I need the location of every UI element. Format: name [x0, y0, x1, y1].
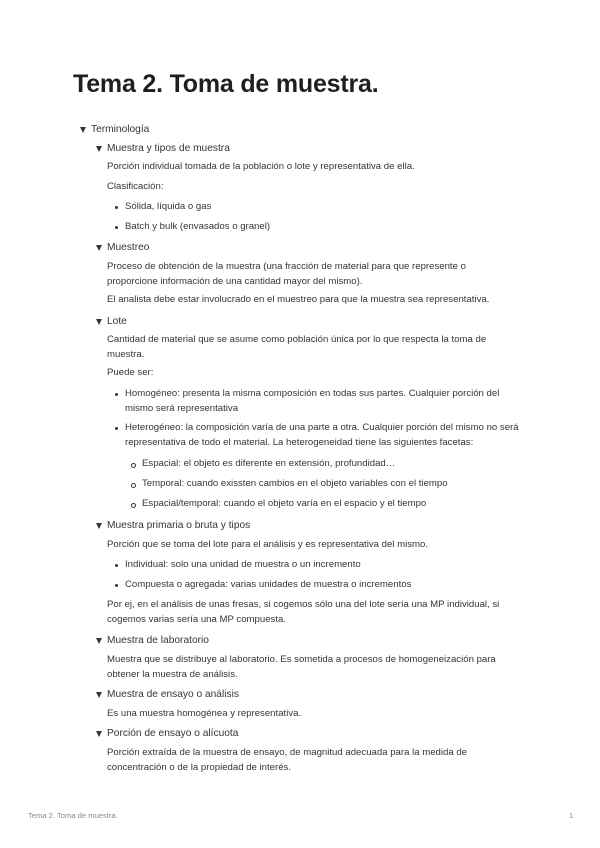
list-item-text: Espacial/temporal: cuando el objeto varía en el espacio y el tiempo: [142, 498, 427, 509]
bullet-icon: [115, 427, 118, 430]
hollow-bullet-icon: [131, 483, 136, 488]
toggle-label: Muestra de laboratorio: [107, 635, 209, 646]
list-item: [112, 387, 522, 416]
sub-list-item: [127, 457, 527, 472]
list-item-text: Sólida, líquida o gas: [125, 201, 212, 212]
paragraph: Porción individual tomada de la población o lote y representativa de ella.: [107, 161, 415, 172]
hollow-bullet-icon: [131, 463, 136, 468]
paragraph: Es una muestra homogénea y representativa.: [107, 708, 302, 719]
sub-list-item: [127, 497, 527, 512]
list-item: [112, 558, 522, 573]
toggle-label: Terminología: [91, 124, 150, 135]
toggle-muestreo[interactable]: [96, 241, 149, 254]
toggle-terminologia[interactable]: [80, 123, 149, 136]
bullet-icon: [115, 584, 118, 587]
toggle-label: Muestra primaria o bruta y tipos: [107, 520, 251, 531]
toggle-muestra-laboratorio[interactable]: [96, 634, 209, 647]
paragraph: El analista debe estar involucrado en el muestreo para que la muestra sea representativa.: [107, 294, 490, 305]
toggle-label: Lote: [107, 316, 127, 327]
toggle-muestra-ensayo[interactable]: [96, 688, 239, 701]
toggle-arrow-icon: [96, 319, 102, 325]
toggle-muestra-primaria[interactable]: [96, 519, 250, 532]
toggle-muestra[interactable]: [96, 142, 230, 155]
footer-title: Tema 2. Toma de muestra.: [28, 811, 118, 820]
toggle-arrow-icon: [96, 245, 102, 251]
list-item-text: Homogéneo: presenta la misma composición en todas sus partes. Cualquier porción del mismo será representativa: [125, 388, 500, 414]
list-item: [112, 220, 522, 235]
list-item-text: Temporal: cuando exissten cambios en el objeto variables con el tiempo: [142, 478, 448, 489]
toggle-label: Muestreo: [107, 242, 150, 253]
hollow-bullet-icon: [131, 503, 136, 508]
bullet-icon: [115, 226, 118, 229]
toggle-arrow-icon: [80, 127, 86, 133]
paragraph: Muestra que se distribuye al laboratorio. Es sometida a procesos de homogeneización para obtener la muestra de análisis.: [107, 654, 496, 680]
list-item-text: Heterogéneo: la composición varía de una parte a otra. Cualquier porción del mismo no será representativa de todo el material. La heterogeneidad tiene las siguientes facetas:: [125, 422, 519, 448]
list-item-text: Batch y bulk (envasados o granel): [125, 221, 271, 232]
toggle-label: Muestra y tipos de muestra: [107, 143, 230, 154]
toggle-arrow-icon: [96, 731, 102, 737]
sub-list-item: [127, 477, 527, 492]
toggle-arrow-icon: [96, 523, 102, 529]
toggle-arrow-icon: [96, 146, 102, 152]
page-number: 1: [569, 811, 574, 820]
list-item: [112, 578, 522, 593]
toggle-lote[interactable]: [96, 315, 127, 328]
list-item-text: Compuesta o agregada: varias unidades de muestra o incrementos: [125, 579, 412, 590]
toggle-label: Muestra de ensayo o análisis: [107, 689, 239, 700]
list-item: [112, 200, 522, 215]
toggle-porcion-ensayo[interactable]: [96, 727, 238, 740]
paragraph: Clasificación:: [107, 181, 164, 192]
paragraph: Puede ser:: [107, 367, 154, 378]
list-item-text: Individual: solo una unidad de muestra o un incremento: [125, 559, 361, 570]
toggle-arrow-icon: [96, 692, 102, 698]
paragraph: Porción que se toma del lote para el análisis y es representativa del mismo.: [107, 539, 429, 550]
bullet-icon: [115, 393, 118, 396]
list-item: [112, 421, 522, 450]
bullet-icon: [115, 206, 118, 209]
paragraph: Cantidad de material que se asume como población única por lo que respecta la toma de muestra.: [107, 334, 487, 360]
list-item-text: Espacial: el objeto es diferente en extensión, profundidad…: [142, 458, 396, 469]
bullet-icon: [115, 564, 118, 567]
page-title: Tema 2. Toma de muestra.: [73, 70, 379, 98]
paragraph: Por ej, en el análisis de unas fresas, si cogemos sólo una del lote sería una MP individual, si cogemos varias sería una MP compuesta.: [107, 599, 500, 625]
paragraph: Proceso de obtención de la muestra (una fracción de material para que represente o proporcione información de una cantidad mayor del mismo).: [107, 261, 466, 287]
toggle-label: Porción de ensayo o alícuota: [107, 728, 239, 739]
paragraph: Porción extraída de la muestra de ensayo, de magnitud adecuada para la medida de concentración o de la propiedad de interés.: [107, 747, 467, 773]
toggle-arrow-icon: [96, 638, 102, 644]
